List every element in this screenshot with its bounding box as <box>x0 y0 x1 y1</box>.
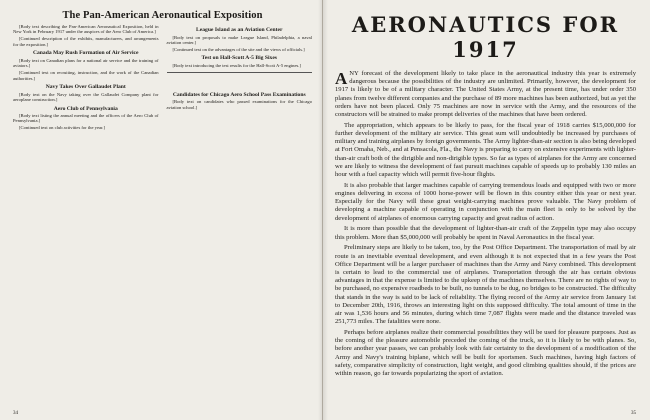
engine-test-table <box>167 70 313 89</box>
article-paragraph: [Body text describing the Pan-American Aeronautical Exposition, held in New York in February 1917 under the auspices of the Aero Club of America.] <box>13 24 159 35</box>
section-heading: League Island as an Aviation Center <box>196 27 283 33</box>
article-paragraph: [Continued text on the advantages of the site and the views of officials.] <box>172 46 305 52</box>
article-paragraph <box>335 70 636 119</box>
article-paragraph: It is also probable that larger machines capable of carrying tremendous loads and equipped with two or more engines delivering in excess of 1000 horse-power will be flown in this country either this year or next year. Especially for the Navy will these great weight-carrying machines prove valuable. The Navy problem of developing a machine capable of operating in conjunction with the main fleet is only to be solved by the development of airplanes of enormous carrying capacity and great radius of action. <box>335 181 636 222</box>
right-page-number: 35 <box>631 411 636 416</box>
right-page <box>323 0 650 420</box>
article-paragraph: [Body text on the Navy taking over the Gallaudet Company plant for aeroplane construction.] <box>13 91 159 103</box>
paragraph-text: NY forecast of the development likely to take place in the aeronautical industry this year is extremely dangerous because the possibilities of the industry are unlimited. Primarily, however, the development for 1917 is likely to be of a military character. The United States Army, at the present time, has under order 350 planes from twelve different companies and the purchase of 89 more machines has been authorized, but as yet the orders have not been placed. Only 75 machines are now in service with the Army, and the resources of the constructors will be strained to make prompt deliveries of the machines that have been ordered. <box>335 70 636 119</box>
section-heading: Aero Club of Pennsylvania <box>53 105 118 112</box>
article-paragraph: Perhaps before airplanes realize their commercial possibilities they will be used for pleasure purposes. Just as the coming of the pleasure automobile preceded the coming of the truck, so it is likely to be with planes. So, before another year passes, we can probably look with fair certainty to the development of a modification of the Army and Navy's training biplane, which will be built for sportsmen. Such machines, having high factors of safety, comparative simplicity of construction, light weight, and good climbing qualities should, if the prices are within reason, go far towards popularizing the sport of aviation. <box>335 329 636 378</box>
section-heading: Test on Hall-Scott A-5 Big Sixes <box>201 55 277 62</box>
article-paragraph: The appropriation, which appears to be likely to pass, for the fiscal year of 1918 carries $15,000,000 for further development of the military air service. This great sum will undoubtedly be increased by purchases of military and training airplanes by foreign governments. The Army lighter-than-air section is also being developed at Fort Omaha, Neb., and at Pensacola, Fla., the Navy is preparing to carry on extensive experiments with lighter-than-air craft both of the dirigible and non-dirigible types. So far as types of airplanes for the Army are concerned we are likely to witness the development of fast pursuit machines capable of speeds up to probably 130 miles an hour with a fuel capacity which will permit five-hour flights. <box>335 121 636 179</box>
article-paragraph: [Continued text on club activities for the year.] <box>19 125 105 131</box>
article-paragraph: [Body text on candidates who passed examinations for the Chicago aviation school.] <box>166 99 312 110</box>
section-heading: Navy Takes Over Gallaudet Plant <box>45 84 126 91</box>
article-paragraph: Preliminary steps are likely to be taken, too, by the Post Office Department. The transportation of mail by air route is an inevitable eventual development, and even although it is not expected that in a few years the Post Office Department will be a larger purchaser of machines than the Army and Navy combined. This development is certain to lead to the commercial use of airplanes. Transportation through the air has certain obvious advantages in that the expense is limited to the upkeep of the machines themselves. There are no rights of way to be purchased, no expensive roadbeds to be built, no tunnels to be dug, no bridges to be constructed. The difficulty that stands in the way is said to be lack of reliability. The flying record of the Army air service from January 1st to December 20th, 1916, throws an interesting light on this supposed difficulty. The total amount of time in the air was 1,536 hours and 56 minutes, during which time 7,087 flights were made and the distance traveled was 251,773 miles. The fatalities were none. <box>335 244 636 326</box>
article-paragraph: [Body text listing the annual meeting and the officers of the Aero Club of Pennsylvania.] <box>13 113 159 124</box>
section-heading: Canada May Rush Formation of Air Service <box>32 50 139 57</box>
table-cell <box>167 87 216 89</box>
article-paragraph: It is more than possible that the development of lighter-than-air craft of the Zeppelin type may also occupy this problem. More than $5,000,000 will probably be spent in Naval Aeronautics in the fiscal year. <box>335 225 636 241</box>
left-page-number: 34 <box>13 411 18 416</box>
table-cell <box>264 87 313 89</box>
table-body <box>167 72 313 89</box>
article-paragraph: [Body text on proposals to make League Island, Philadelphia, a naval aviation center.] <box>166 34 312 45</box>
drop-cap: A <box>335 69 348 88</box>
table-row <box>167 87 313 89</box>
left-column-2 <box>167 24 313 132</box>
article-paragraph: [Continued description of the exhibits, manufacturers, and arrangements for the exposition.] <box>13 36 159 47</box>
left-page <box>0 0 323 420</box>
left-page-title: The Pan-American Aeronautical Exposition <box>62 10 263 21</box>
article-paragraph: [Body text introducing the test results for the Hall-Scott A-5 engines.] <box>172 62 301 68</box>
right-page-title: AERONAUTICS FOR 1917 <box>351 12 620 62</box>
left-column-1 <box>13 24 159 132</box>
left-page-columns <box>13 24 312 132</box>
article-paragraph: [Continued text on recruiting, instruction, and the work of the Canadian authorities.] <box>13 70 159 81</box>
article-paragraph: [Body text on Canadian plans for a national air service and the training of aviators.] <box>13 57 159 69</box>
section-heading: Candidates for Chicago Aero School Pass Examinations <box>172 91 306 98</box>
table-cell <box>215 87 264 89</box>
